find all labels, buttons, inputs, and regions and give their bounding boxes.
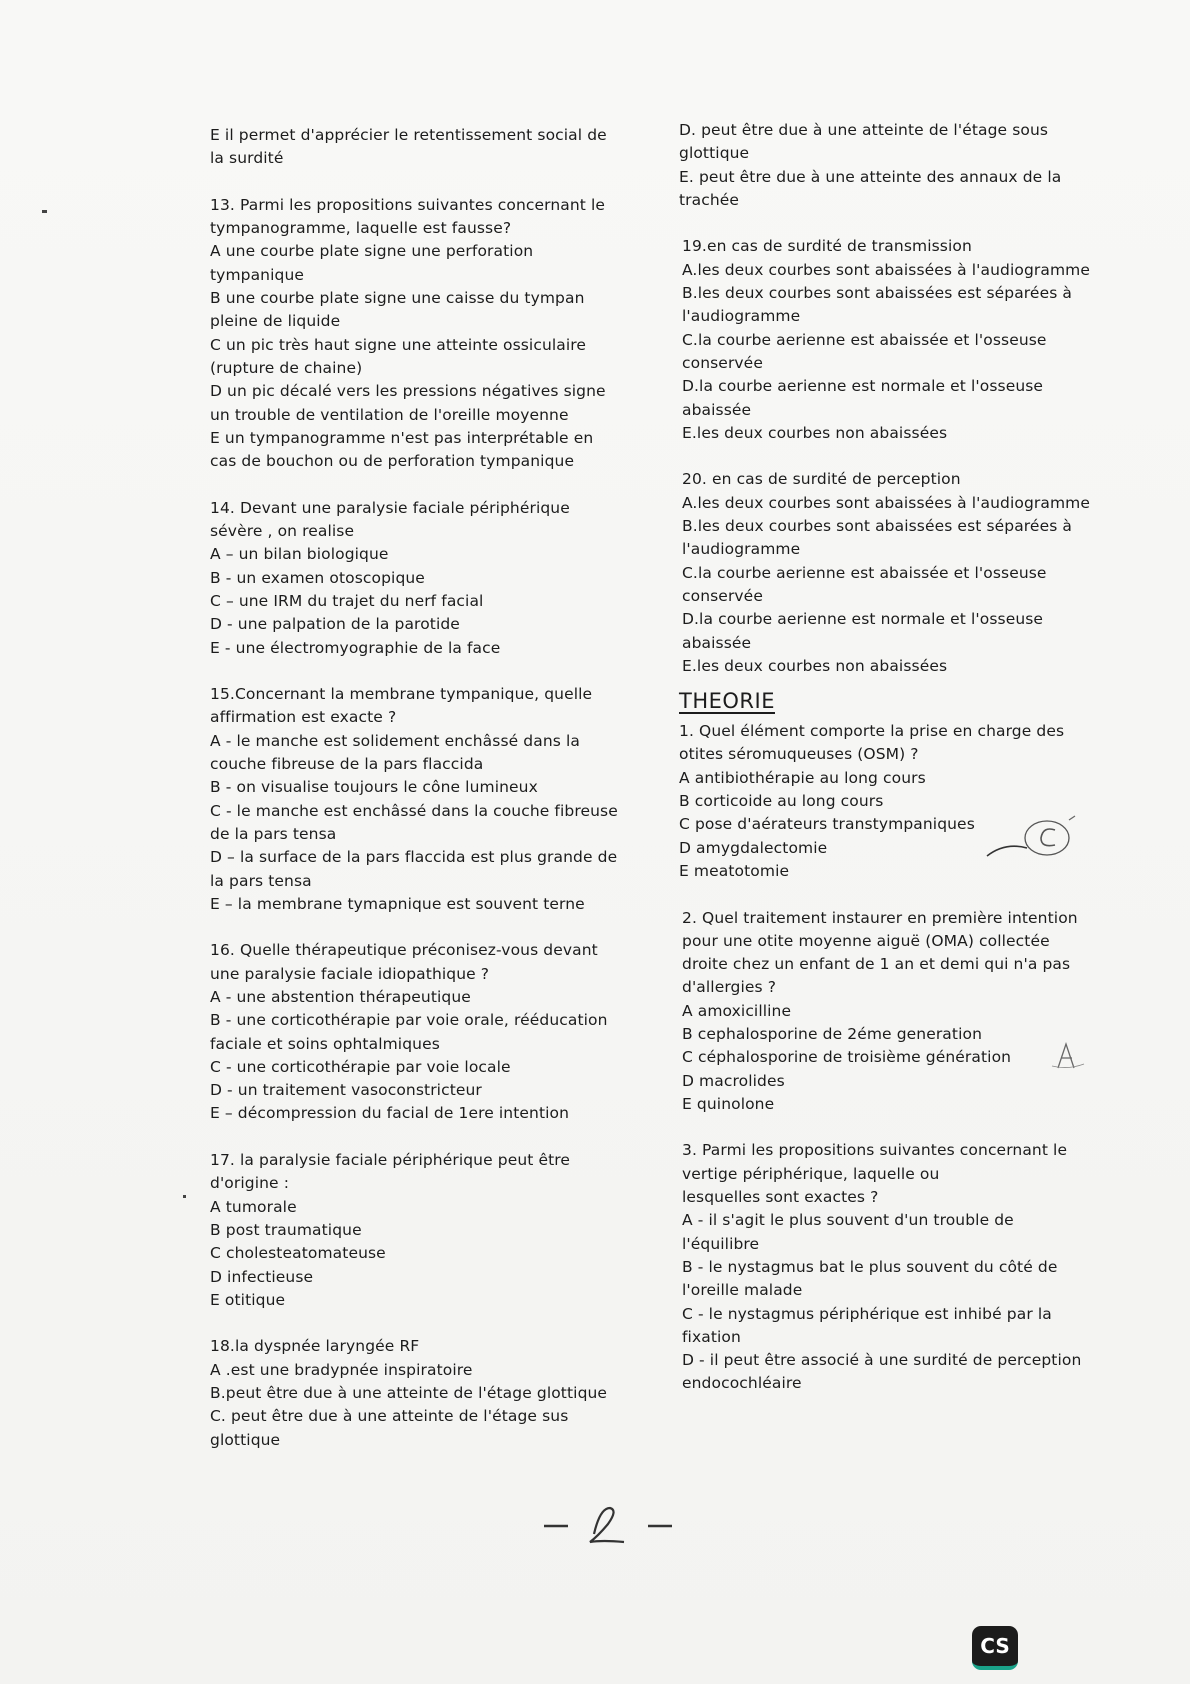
text-line: B cephalosporine de 2éme generation bbox=[682, 1024, 982, 1043]
text-line: E.les deux courbes non abaissées bbox=[682, 656, 948, 675]
question-block bbox=[210, 939, 625, 1125]
text-line: E – décompression du facial de 1ere intention bbox=[210, 1104, 570, 1123]
text-line: sévère , on realise bbox=[210, 522, 355, 541]
text-line: A amoxicilline bbox=[682, 1001, 792, 1020]
text-line: A – un bilan biologique bbox=[210, 545, 389, 564]
text-line: lesquelles sont exactes ? bbox=[682, 1188, 879, 1207]
text-line: D – la surface de la pars flaccida est plus grande de bbox=[210, 848, 618, 867]
text-line: B - on visualise toujours le cône lumineux bbox=[210, 778, 538, 797]
text-line: endocochléaire bbox=[682, 1374, 802, 1393]
text-line: C - le nystagmus périphérique est inhibé par la bbox=[682, 1304, 1052, 1323]
block-spacer bbox=[679, 212, 1099, 235]
text-line: abaissée bbox=[682, 633, 752, 652]
text-line: otites séromuqueuses (OSM) ? bbox=[679, 745, 919, 764]
block-spacer bbox=[210, 660, 625, 683]
text-line: l'audiogramme bbox=[682, 307, 801, 326]
text-line: 19.en cas de surdité de transmission bbox=[682, 237, 972, 256]
block-spacer bbox=[210, 171, 625, 194]
block-spacer bbox=[679, 883, 1099, 906]
text-line: l'oreille malade bbox=[682, 1281, 803, 1300]
text-line: trachée bbox=[679, 190, 740, 209]
question-block bbox=[682, 1139, 1099, 1395]
text-line: D - une palpation de la parotide bbox=[210, 615, 460, 634]
text-line: (rupture de chaine) bbox=[210, 358, 363, 377]
text-line: de la pars tensa bbox=[210, 824, 337, 843]
text-line: faciale et soins ophtalmiques bbox=[210, 1034, 440, 1053]
section-title-theorie: THEORIE bbox=[679, 689, 775, 714]
text-line: D un pic décalé vers les pressions négatives signe bbox=[210, 382, 606, 401]
text-line: une paralysie faciale idiopathique ? bbox=[210, 964, 490, 983]
text-line: E.les deux courbes non abaissées bbox=[682, 423, 948, 442]
text-line: d'origine : bbox=[210, 1174, 290, 1193]
margin-speck bbox=[183, 1195, 186, 1198]
block-spacer bbox=[210, 916, 625, 939]
text-line: C cholesteatomateuse bbox=[210, 1244, 386, 1263]
text-line: pour une otite moyenne aiguë (OMA) collectée bbox=[682, 931, 1050, 950]
text-line: d'allergies ? bbox=[682, 978, 777, 997]
text-line: droite chez un enfant de 1 an et demi qui n'a pas bbox=[682, 955, 1071, 974]
right-column-top bbox=[679, 119, 1099, 678]
question-block bbox=[210, 1149, 625, 1312]
text-line: A - il s'agit le plus souvent d'un trouble de bbox=[682, 1211, 1014, 1230]
text-line: E quinolone bbox=[682, 1094, 775, 1113]
text-line: 20. en cas de surdité de perception bbox=[682, 470, 961, 489]
text-line: 13. Parmi les propositions suivantes concernant le bbox=[210, 195, 606, 214]
text-line: l'audiogramme bbox=[682, 540, 801, 559]
question-block bbox=[210, 497, 625, 660]
text-line: C un pic très haut signe une atteinte ossiculaire bbox=[210, 335, 587, 354]
cs-logo-badge: CS bbox=[972, 1626, 1018, 1670]
text-line: A.les deux courbes sont abaissées à l'audiogramme bbox=[682, 260, 1091, 279]
text-line: D - il peut être associé à une surdité de perception bbox=[682, 1351, 1082, 1370]
text-line: C. peut être due à une atteinte de l'étage sus bbox=[210, 1407, 569, 1426]
text-line: glottique bbox=[210, 1430, 281, 1449]
text-line: C – une IRM du trajet du nerf facial bbox=[210, 591, 484, 610]
question-block bbox=[679, 119, 1099, 212]
text-line: C.la courbe aerienne est abaissée et l'osseuse bbox=[682, 563, 1047, 582]
left-column bbox=[210, 124, 625, 1452]
text-line: couche fibreuse de la pars flaccida bbox=[210, 755, 484, 774]
question-block bbox=[210, 683, 625, 916]
text-line: B - une corticothérapie par voie orale, rééducation bbox=[210, 1011, 608, 1030]
text-line: D - un traitement vasoconstricteur bbox=[210, 1081, 482, 1100]
text-line: D macrolides bbox=[682, 1071, 785, 1090]
text-line: la surdité bbox=[210, 149, 284, 168]
question-block bbox=[682, 907, 1099, 1117]
text-line: B corticoide au long cours bbox=[679, 792, 884, 811]
text-line: B une courbe plate signe une caisse du tympan bbox=[210, 289, 585, 308]
text-line: A une courbe plate signe une perforation bbox=[210, 242, 534, 261]
block-spacer bbox=[210, 1126, 625, 1149]
text-line: abaissée bbox=[682, 400, 752, 419]
text-line: C pose d'aérateurs transtympaniques bbox=[679, 815, 975, 834]
text-line: E. peut être due à une atteinte des annaux de la bbox=[679, 167, 1062, 186]
question-block bbox=[682, 235, 1099, 445]
text-line: D. peut être due à une atteinte de l'étage sous bbox=[679, 121, 1049, 139]
text-line: C céphalosporine de troisième génération bbox=[682, 1048, 1012, 1067]
text-line: B.les deux courbes sont abaissées est séparées à bbox=[682, 284, 1073, 303]
handwritten-answer-c-mark bbox=[985, 812, 1085, 872]
text-line: A.les deux courbes sont abaissées à l'audiogramme bbox=[682, 493, 1091, 512]
text-line: B - un examen otoscopique bbox=[210, 568, 425, 587]
text-line: A antibiothérapie au long cours bbox=[679, 768, 926, 787]
handwritten-answer-a-mark bbox=[1050, 1038, 1086, 1072]
text-line: affirmation est exacte ? bbox=[210, 708, 397, 727]
text-line: pleine de liquide bbox=[210, 312, 341, 331]
question-block bbox=[210, 1335, 625, 1451]
text-line: C - une corticothérapie par voie locale bbox=[210, 1057, 511, 1076]
text-line: un trouble de ventilation de l'oreille moyenne bbox=[210, 405, 569, 424]
text-line: E - une électromyographie de la face bbox=[210, 638, 501, 657]
text-line: E meatotomie bbox=[679, 861, 790, 880]
text-line: B post traumatique bbox=[210, 1220, 362, 1239]
text-line: vertige périphérique, laquelle ou bbox=[682, 1164, 940, 1183]
text-line: A - une abstention thérapeutique bbox=[210, 987, 471, 1006]
text-line: tympanique bbox=[210, 265, 305, 284]
text-line: A - le manche est solidement enchâssé dans la bbox=[210, 731, 580, 750]
text-line: 2. Quel traitement instaurer en première intention bbox=[682, 908, 1078, 927]
text-line: E otitique bbox=[210, 1290, 286, 1309]
text-line: 1. Quel élément comporte la prise en charge des bbox=[679, 722, 1065, 741]
text-line: E – la membrane tymapnique est souvent terne bbox=[210, 894, 585, 913]
block-spacer bbox=[210, 1312, 625, 1335]
text-line: C - le manche est enchâssé dans la couche fibreuse bbox=[210, 801, 618, 820]
text-line: conservée bbox=[682, 586, 763, 605]
text-line: C.la courbe aerienne est abaissée et l'osseuse bbox=[682, 330, 1047, 349]
text-line: A .est une bradypnée inspiratoire bbox=[210, 1360, 473, 1379]
text-line: glottique bbox=[679, 144, 750, 163]
question-block bbox=[210, 124, 625, 171]
text-line: la pars tensa bbox=[210, 871, 312, 890]
text-line: 15.Concernant la membrane tympanique, quelle bbox=[210, 685, 593, 704]
text-line: D.la courbe aerienne est normale et l'osseuse bbox=[682, 377, 1044, 396]
text-line: 17. la paralysie faciale périphérique peut être bbox=[210, 1151, 571, 1170]
text-line: cas de bouchon ou de perforation tympanique bbox=[210, 452, 575, 471]
text-line: 3. Parmi les propositions suivantes concernant le bbox=[682, 1141, 1068, 1160]
question-block bbox=[210, 194, 625, 474]
text-line: 16. Quelle thérapeutique préconisez-vous devant bbox=[210, 941, 598, 960]
text-line: A tumorale bbox=[210, 1197, 297, 1216]
text-line: E il permet d'apprécier le retentissement social de bbox=[210, 126, 607, 144]
text-line: B - le nystagmus bat le plus souvent du côté de bbox=[682, 1257, 1058, 1276]
text-line: 18.la dyspnée laryngée RF bbox=[210, 1337, 420, 1356]
text-line: E un tympanogramme n'est pas interprétable en bbox=[210, 428, 594, 447]
text-line: l'équilibre bbox=[682, 1234, 760, 1253]
text-line: conservée bbox=[682, 353, 763, 372]
margin-speck bbox=[42, 210, 47, 213]
text-line: tympanogramme, laquelle est fausse? bbox=[210, 219, 512, 238]
text-line: B.peut être due à une atteinte de l'étage glottique bbox=[210, 1384, 608, 1403]
right-column bbox=[679, 119, 1099, 1396]
block-spacer bbox=[210, 473, 625, 496]
text-line: D amygdalectomie bbox=[679, 838, 828, 857]
text-line: D infectieuse bbox=[210, 1267, 314, 1286]
text-line: 14. Devant une paralysie faciale périphérique bbox=[210, 498, 570, 517]
text-line: D.la courbe aerienne est normale et l'osseuse bbox=[682, 610, 1044, 629]
question-block bbox=[682, 468, 1099, 678]
block-spacer bbox=[679, 1116, 1099, 1139]
page-number-handwritten bbox=[538, 1498, 678, 1548]
text-line: B.les deux courbes sont abaissées est séparées à bbox=[682, 517, 1073, 536]
text-line: fixation bbox=[682, 1327, 741, 1346]
block-spacer bbox=[679, 445, 1099, 468]
